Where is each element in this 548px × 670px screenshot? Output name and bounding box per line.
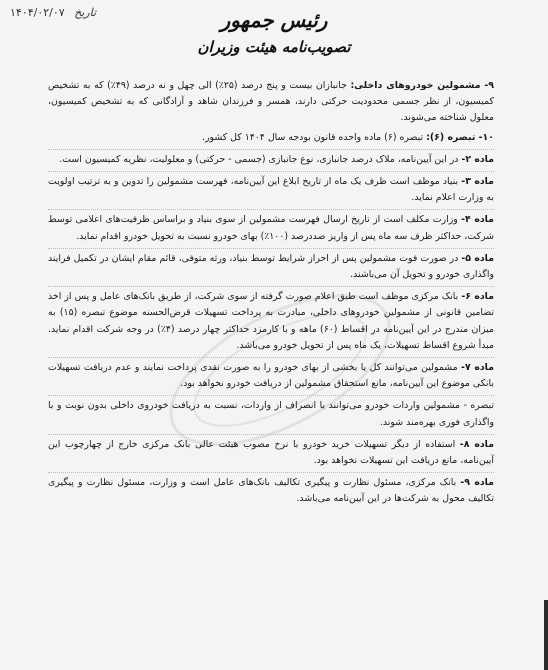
paragraph-article-7: ماده ۷- مشمولین می‌توانند کل یا بخشی از بهای خودرو را به صورت نقدی پرداخت نمایند و عدم دریافت تسهیلات بانکی موضوع این آیین‌نامه، مانع استحقاق مشمولین از دریافت خودرو نخواهد بود. bbox=[48, 357, 494, 392]
paragraph-item-9: ۹- مشمولین خودروهای داخلی: جانبازان بیست و پنج درصد (۲۵٪) الی چهل و نه درصد (۴۹٪) که به تشخیص کمیسیون، از نظر جسمی محدودیت حرکتی دارند، همسر و فرزندان شاهد و آزادگانی که به تشخیص کمیسیون، معلول شناخته می‌شوند. bbox=[48, 80, 494, 124]
paragraph-article-8: ماده ۸- استفاده از دیگر تسهیلات خرید خودرو با نرخ مصوب هیئت عالی بانک مرکزی خارج از چهارچوب این آیین‌نامه، مانع دریافت این تسهیلات نخواهد بود. bbox=[48, 434, 494, 469]
paragraph-article-5: ماده ۵- در صورت فوت مشمولین پس از احراز شرایط توسط بنیاد، ورثه متوفی، قائم مقام ایشان در تکمیل فرایند واگذاری خودرو و تحویل آن می‌باشند. bbox=[48, 248, 494, 283]
paragraph-note: تبصره - مشمولین واردات خودرو می‌توانند با انصراف از واردات، نسبت به دریافت خودروی داخلی بدون نوبت و با واگذاری فوری بهره‌مند شوند. bbox=[48, 395, 494, 430]
paragraph-article-4: ماده ۴- وزارت مکلف است از تاریخ ارسال فهرست مشمولین از سوی بنیاد و براساس ظرفیت‌های اعلامی توسط شرکت، حداکثر ظرف سه ماه پس از واریز صددرصد (۱۰۰٪) بهای خودرو نسبت به تحویل خودرو اقدام نماید. bbox=[48, 209, 494, 244]
date-value: ۱۴۰۴/۰۲/۰۷ bbox=[10, 6, 65, 19]
page-edge-bar bbox=[544, 600, 548, 670]
date-label: تاریخ bbox=[74, 6, 97, 19]
document-body bbox=[48, 78, 494, 511]
paragraph-article-2: ماده ۲- در این آیین‌نامه، ملاک درصد جانبازی، نوع جانبازی (جسمی - حرکتی) و معلولیت، نظریه کمیسیون است. bbox=[48, 149, 494, 168]
letterhead-title: رئیس جمهور bbox=[220, 8, 328, 32]
paragraph-article-3: ماده ۳- بنیاد موظف است ظرف یک ماه از تاریخ ابلاغ این آیین‌نامه، فهرست مشمولین را تدوین و به ترتیب اولویت به وزارت اعلام نماید. bbox=[48, 171, 494, 206]
paragraph-article-6: ماده ۶- بانک مرکزی موظف است طبق اعلام صورت گرفته از سوی شرکت، از طریق بانک‌های عامل و پس از اخذ تضامین قانونی از مشمولین خودروهای داخلی، مبادرت به پرداخت تسهیلات قرض‌الحسنه موضوع تبصره (۱۵) به میزان مندرج در این آیین‌نامه در اقساط (۶۰) ماهه و با کارمزد حداکثر چهار درصد (۴٪) در وجه شرکت اقدام نماید. مبدأ شروع اقساط تسهیلات، یک ماه پس از تحویل خودرو می‌باشد. bbox=[48, 286, 494, 354]
paragraph-item-10: ۱۰- تبصره (۶): تبصره (۶) ماده واحده قانون بودجه سال ۱۴۰۴ کل کشور. bbox=[202, 131, 494, 143]
paragraph-article-9: ماده ۹- بانک مرکزی، مسئول نظارت و پیگیری تکالیف بانک‌های عامل است و وزارت، مسئول نظارت و پیگیری تکالیف محول به شرکت‌ها در این آیین‌نامه می‌باشد. bbox=[48, 472, 494, 507]
document-header bbox=[0, 0, 548, 70]
letterhead-subtitle: تصویب‌نامه هیئت وزیران bbox=[197, 38, 351, 56]
